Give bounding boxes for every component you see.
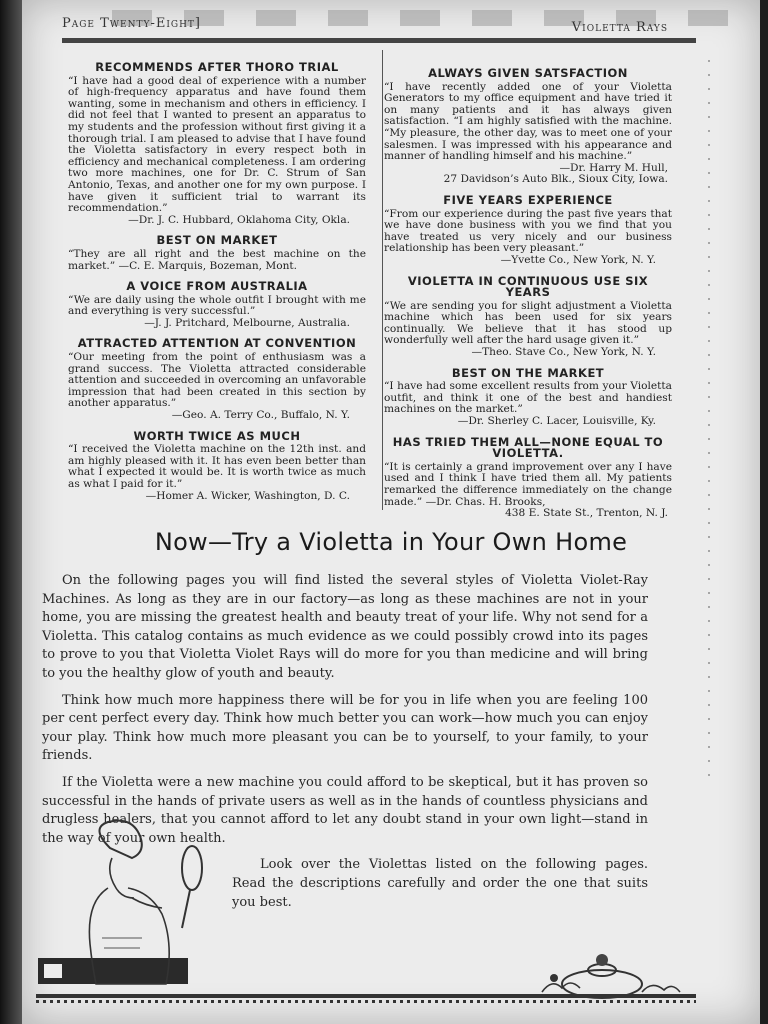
- testimonial-heading: BEST ON THE MARKET: [451, 365, 605, 380]
- footer-dotted-border: [36, 1000, 696, 1003]
- testimonial-heading: VIOLETTA IN CONTINUOUS USE SIX YEARS: [407, 273, 649, 300]
- page-number: Page Twenty-Eight]: [62, 16, 201, 31]
- testimonial-body: “I have recently added one of your Violetta Generators to my office equipment and have tried it on many patients and it has always given satisfaction. “I am highly satisfied with the machine. “My pleasure, the other day, was to meet one of your salesmen. I was impressed with his appearance and manner of handling himself and his machine.”: [384, 80, 672, 163]
- page-header: [62, 14, 732, 40]
- testimonials-left-column: [68, 62, 366, 511]
- testimonial: [68, 338, 366, 421]
- testimonial: [384, 192, 672, 267]
- body-paragraph: Look over the Violettas listed on the following pages. Read the descriptions carefully and order the one that suits you best.: [232, 857, 648, 910]
- testimonial-signature: —Yvette Co., New York, N. Y.: [500, 253, 656, 266]
- testimonial-signature: —Homer A. Wicker, Washington, D. C.: [145, 489, 350, 502]
- testimonial-heading: ATTRACTED ATTENTION AT CONVENTION: [77, 336, 357, 351]
- testimonial-address: 27 Davidson’s Auto Blk., Sioux City, Iowa.: [443, 173, 668, 186]
- testimonial-body: “I have had a good deal of experience with a number of high-frequency apparatus and have found them wanting, some in mechanism and others in efficiency. I did not feel that I wanted to present an apparatus to my students and the profession without first giving it a thorough trial. I am pleased to advise that I have found the Violetta satisfactory in every respect both in efficiency and mechanical completeness. I am ordering two more machines, one for Dr. C. Strum of San Antonio, Texas, and another one for my own purpose. I have given it sufficient trial to warrant its recommendation.”: [68, 74, 366, 215]
- testimonial-body: “We are sending you for slight adjustment a Violetta machine which has been used for six years continually. We believe that it has stood up wonderfully well after the hard usage given it.”: [384, 299, 672, 347]
- testimonial-signature: —Geo. A. Terry Co., Buffalo, N. Y.: [171, 409, 350, 422]
- testimonial-body: “They are all right and the best machine on the market.” —C. E. Marquis, Bozeman, Mont.: [68, 247, 366, 272]
- body-paragraph: On the following pages you will find listed the several styles of Violetta Violet-Ray Machines. As long as they are in our factory—as long as these machines are not in your home, you are missing the greatest health and beauty treat of your life. Why not send for a Violetta. This catalog contains as much evidence as we could possibly crowd into its pages to prove to you that Violetta Violet Rays will do more for you than medicine and will bring to you the healthy glow of youth and beauty.: [42, 573, 648, 681]
- testimonial: [384, 273, 672, 359]
- testimonial-signature: —Dr. Sherley C. Lacer, Louisville, Ky.: [457, 415, 656, 428]
- testimonial-heading: A VOICE FROM AUSTRALIA: [126, 279, 308, 294]
- woman-with-mirror-illustration: [32, 818, 222, 1008]
- testimonial-body: “It is certainly a grand improvement over any I have used and I think I have tried them all. My patients remarked the difference immediately on the change made.” —Dr. Chas. H. Brooks,: [384, 460, 672, 508]
- testimonial-body: “We are daily using the whole outfit I brought with me and everything is very successful.”: [68, 293, 366, 318]
- body-paragraph: If the Violetta were a new machine you could afford to be skeptical, but it has proven so successful in the hands of private users as well as in the hands of countless physicians and drugless healers, that you cannot afford to let any doubt stand in your own light—stand in the way of your own health.: [42, 774, 648, 846]
- testimonial: [384, 434, 672, 520]
- testimonial: [68, 428, 366, 503]
- testimonial: [68, 281, 366, 329]
- column-divider: [382, 50, 383, 510]
- testimonial-heading: FIVE YEARS EXPERIENCE: [443, 192, 613, 207]
- testimonial-body: “I received the Violetta machine on the 12th inst. and am highly pleased with it. It has even been better than what I expected it would be. It is worth twice as much as what I paid for it.”: [68, 443, 366, 490]
- body-paragraph: Think how much more happiness there will be for you in life when you are feeling 100 per cent perfect every day. Think how much better you can work—how much you can enjoy your play. Think how much more pleasant you can be to yourself, to your family, to your friends.: [42, 692, 648, 764]
- catalog-page: [22, 0, 760, 1024]
- testimonial-signature: —J. J. Pritchard, Melbourne, Australia.: [144, 316, 350, 329]
- binding-edge: [0, 0, 22, 1024]
- testimonial-heading: HAS TRIED THEM ALL—NONE EQUAL TO VIOLETTA.: [392, 434, 664, 461]
- testimonial-body: “I have had some excellent results from your Violetta outfit, and think it one of the best and handiest machines on the market.”: [384, 380, 672, 416]
- testimonial-heading: ALWAYS GIVEN SATSFACTION: [428, 66, 628, 80]
- testimonial-signature: —Theo. Stave Co., New York, N. Y.: [471, 346, 656, 359]
- header-rule: [62, 38, 696, 43]
- section-headline: Now—Try a Violetta in Your Own Home: [154, 528, 628, 556]
- testimonial-signature: —Dr. Harry M. Hull,: [559, 161, 668, 174]
- testimonial: [384, 68, 672, 186]
- margin-dots: [708, 60, 710, 780]
- footer-rule: [36, 994, 696, 998]
- testimonial-heading: RECOMMENDS AFTER THORO TRIAL: [95, 60, 339, 74]
- testimonial: [68, 235, 366, 272]
- testimonials-right-column: [384, 68, 672, 529]
- testimonial-body: “Our meeting from the point of enthusiasm was a grand success. The Violetta attracted considerable attention and succeeded in overcoming an unfavorable impression that had been created in this section by another apparatus.”: [68, 351, 366, 410]
- testimonial-address: 438 E. State St., Trenton, N. J.: [505, 507, 668, 520]
- testimonial-signature: —Dr. J. C. Hubbard, Oklahoma City, Okla.: [128, 213, 350, 226]
- testimonial-body: “From our experience during the past five years that we have done business with you we find that you have treated us very nicely and our business relationship has been very pleasant.”: [384, 207, 672, 255]
- testimonial: [384, 365, 672, 428]
- testimonial-heading: BEST ON MARKET: [156, 233, 278, 248]
- decorative-ornament: [492, 940, 702, 1000]
- testimonial-heading: WORTH TWICE AS MUCH: [133, 428, 301, 443]
- running-title: Violetta Rays: [571, 20, 668, 35]
- testimonial: [68, 62, 366, 226]
